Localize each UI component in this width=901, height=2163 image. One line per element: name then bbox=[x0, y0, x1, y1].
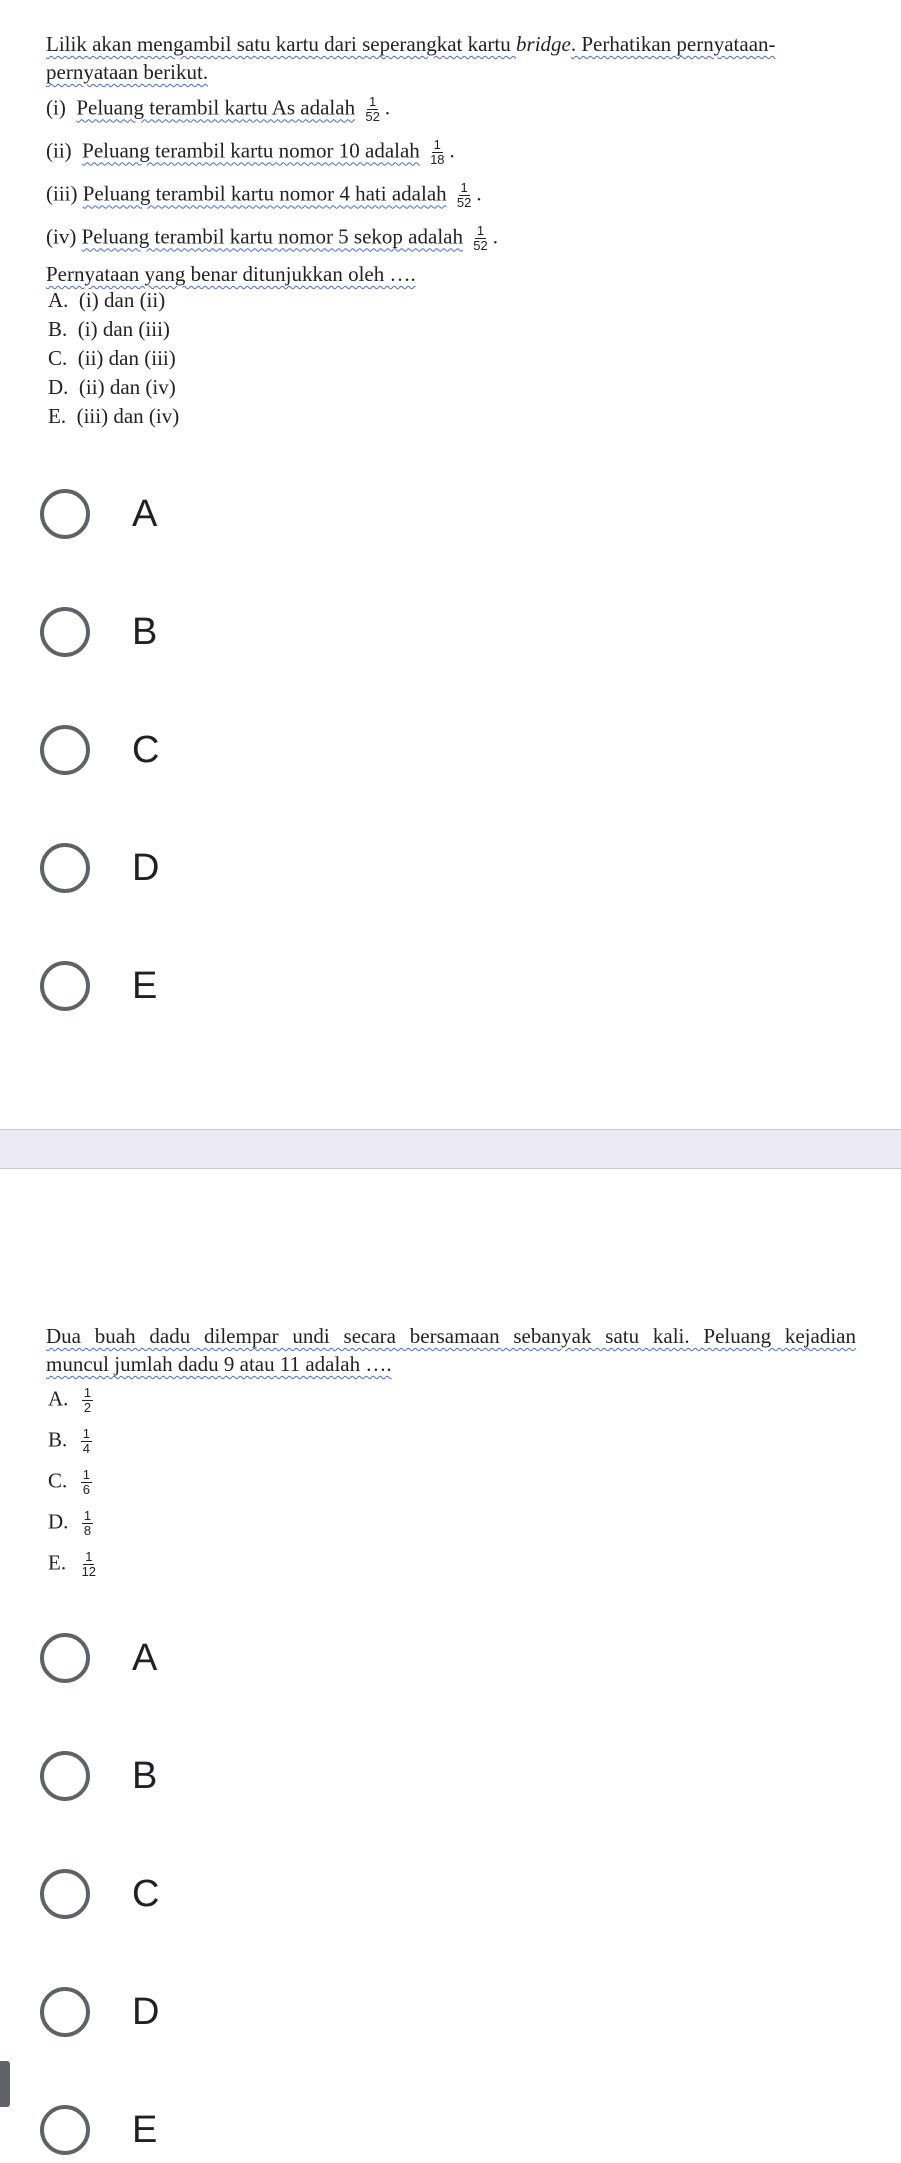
fraction-denominator: 52 bbox=[473, 238, 488, 253]
option-text: (iii) dan (iv) bbox=[76, 404, 180, 428]
statement-text: Peluang terambil kartu nomor 4 hati adalah bbox=[82, 181, 447, 206]
q1-choice-d[interactable] bbox=[40, 838, 159, 898]
option-letter: E. bbox=[48, 404, 67, 428]
option-letter: D. bbox=[48, 1509, 69, 1534]
fraction-numerator: 1 bbox=[433, 137, 441, 152]
q1-choice-c[interactable] bbox=[40, 720, 159, 780]
question-2-text bbox=[46, 1322, 856, 1378]
fraction bbox=[82, 1509, 93, 1538]
option-text: (i) dan (iii) bbox=[77, 317, 170, 341]
fraction-denominator: 18 bbox=[430, 152, 445, 167]
option-letter: A. bbox=[48, 1386, 69, 1411]
fraction bbox=[428, 138, 446, 167]
fraction bbox=[363, 95, 381, 124]
fraction-numerator: 1 bbox=[82, 1426, 90, 1441]
q2-option-b bbox=[48, 1427, 95, 1456]
option-letter: B. bbox=[48, 1427, 68, 1452]
q1-option-b bbox=[48, 317, 170, 342]
option-letter: A. bbox=[48, 288, 69, 312]
radio-button[interactable] bbox=[40, 1869, 90, 1919]
fraction-denominator: 4 bbox=[82, 1441, 90, 1456]
fraction-numerator: 1 bbox=[460, 180, 468, 195]
choice-label: D bbox=[132, 1990, 160, 2033]
fraction-denominator: 52 bbox=[365, 109, 380, 124]
choice-label: B bbox=[132, 610, 158, 653]
choice-label: E bbox=[132, 964, 158, 1007]
fraction-numerator: 1 bbox=[83, 1508, 92, 1523]
statement-prefix: (i) bbox=[46, 95, 66, 120]
statement-text: Peluang terambil kartu As adalah bbox=[76, 95, 356, 120]
statement-text: Peluang terambil kartu nomor 10 adalah bbox=[82, 138, 420, 163]
q1-option-c bbox=[48, 346, 176, 371]
radio-button[interactable] bbox=[40, 843, 90, 893]
fraction-numerator: 1 bbox=[85, 1549, 93, 1564]
q1-choice-e[interactable] bbox=[40, 956, 157, 1016]
q2-option-d bbox=[48, 1509, 96, 1538]
statement-text: Peluang terambil kartu nomor 5 sekop adalah bbox=[81, 224, 463, 249]
option-text: (ii) dan (iii) bbox=[77, 346, 176, 370]
q1-intro-line2: pernyataan berikut. bbox=[46, 60, 209, 84]
option-letter: C. bbox=[48, 1468, 68, 1493]
option-text: (i) dan (ii) bbox=[78, 288, 166, 312]
fraction bbox=[81, 1468, 92, 1497]
q2-choice-b[interactable] bbox=[40, 1746, 157, 1806]
radio-button[interactable] bbox=[40, 2105, 90, 2155]
q2-intro-line2: muncul jumlah dadu 9 atau 11 adalah …. bbox=[46, 1352, 392, 1376]
q1-choice-b[interactable] bbox=[40, 602, 157, 662]
q1-prompt: Pernyataan yang benar ditunjukkan oleh …. bbox=[46, 262, 416, 286]
q1-statement-3: (iii) Peluang terambil kartu nomor 4 hati adalah $\frac{1}{52}$ . bbox=[46, 180, 482, 210]
q2-option-c bbox=[48, 1468, 95, 1497]
fraction-numerator: 1 bbox=[83, 1385, 92, 1400]
scroll-handle[interactable] bbox=[0, 2061, 10, 2107]
q1-option-e bbox=[48, 404, 179, 429]
q1-option-d bbox=[48, 375, 176, 400]
fraction-denominator: 6 bbox=[82, 1482, 90, 1497]
radio-button[interactable] bbox=[40, 961, 90, 1011]
fraction bbox=[82, 1386, 93, 1415]
fraction-denominator: 8 bbox=[83, 1523, 92, 1538]
q1-choice-a[interactable] bbox=[40, 484, 157, 544]
q2-choice-d[interactable] bbox=[40, 1982, 159, 2042]
q1-option-a bbox=[48, 288, 165, 313]
q2-choice-a[interactable] bbox=[40, 1628, 157, 1688]
fraction bbox=[80, 1550, 98, 1579]
option-letter: D. bbox=[48, 375, 69, 399]
q2-choice-c[interactable] bbox=[40, 1864, 159, 1924]
fraction-numerator: 1 bbox=[82, 1467, 90, 1482]
fraction-numerator: 1 bbox=[368, 94, 377, 109]
statement-prefix: (ii) bbox=[46, 138, 72, 163]
fraction bbox=[81, 1427, 92, 1456]
radio-button[interactable] bbox=[40, 1751, 90, 1801]
q2-option-e bbox=[48, 1550, 101, 1579]
fraction bbox=[471, 224, 489, 253]
option-letter: C. bbox=[48, 346, 68, 370]
q2-intro-line1: Dua buah dadu dilempar undi secara bersamaan sebanyak satu kali. Peluang kejadian bbox=[46, 1324, 856, 1348]
question-1-text bbox=[46, 30, 856, 86]
choice-label: C bbox=[132, 1872, 160, 1915]
radio-button[interactable] bbox=[40, 607, 90, 657]
q1-statement-2: (ii) Peluang terambil kartu nomor 10 adalah $\frac{1}{18}$ . bbox=[46, 137, 455, 167]
q1-statement-1: (i) Peluang terambil kartu As adalah $\frac{1}{52}$ . bbox=[46, 94, 391, 124]
fraction-denominator: 2 bbox=[83, 1400, 92, 1415]
radio-button[interactable] bbox=[40, 489, 90, 539]
choice-label: E bbox=[132, 2108, 158, 2151]
fraction bbox=[455, 181, 473, 210]
statement-prefix: (iv) bbox=[46, 224, 77, 249]
fraction-denominator: 12 bbox=[81, 1564, 97, 1579]
q1-intro-line1: Lilik akan mengambil satu kartu dari seperangkat kartu bbox=[46, 32, 517, 56]
option-text: (ii) dan (iv) bbox=[78, 375, 176, 399]
radio-button[interactable] bbox=[40, 725, 90, 775]
option-letter: E. bbox=[48, 1550, 67, 1575]
choice-label: A bbox=[132, 492, 158, 535]
q2-choice-e[interactable] bbox=[40, 2100, 157, 2160]
fraction-denominator: 52 bbox=[456, 195, 472, 210]
q1-statement-4: (iv) Peluang terambil kartu nomor 5 sekop adalah $\frac{1}{52}$ . bbox=[46, 223, 498, 253]
choice-label: B bbox=[132, 1754, 158, 1797]
q1-intro-italic: bridge bbox=[516, 32, 571, 56]
question-divider bbox=[0, 1129, 901, 1169]
choice-label: C bbox=[132, 728, 160, 771]
q1-intro-line1-tail: . Perhatikan pernyataan- bbox=[570, 32, 776, 56]
choice-label: A bbox=[132, 1636, 158, 1679]
statement-prefix: (iii) bbox=[46, 181, 78, 206]
radio-button[interactable] bbox=[40, 1633, 90, 1683]
option-letter: B. bbox=[48, 317, 68, 341]
radio-button[interactable] bbox=[40, 1987, 90, 2037]
choice-label: D bbox=[132, 846, 160, 889]
fraction-numerator: 1 bbox=[476, 223, 485, 238]
q2-option-a bbox=[48, 1386, 96, 1415]
